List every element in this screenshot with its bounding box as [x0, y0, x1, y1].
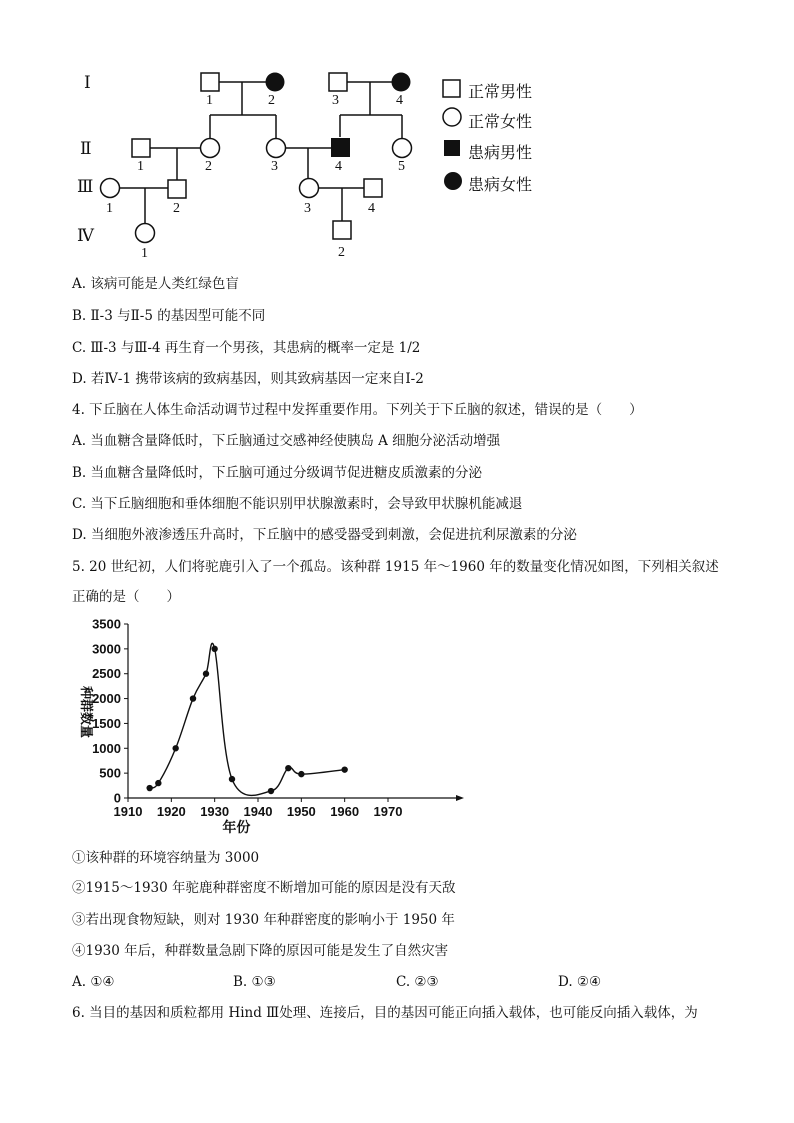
legend-affected-female-symbol [444, 172, 462, 190]
legend-normal-male-symbol [443, 80, 460, 97]
num-III-4: 4 [368, 201, 375, 216]
q5-statement-1: ①该种群的环境容纳量为 3000 [72, 850, 260, 866]
data-point [146, 785, 152, 791]
num-II-5: 5 [398, 159, 405, 174]
q5-option-c: C. ②③ [396, 974, 439, 990]
num-III-1: 1 [106, 201, 113, 216]
num-II-4: 4 [335, 159, 342, 174]
q5-option-a: A. ①④ [72, 974, 115, 990]
num-II-3: 3 [271, 159, 278, 174]
num-I-3: 3 [332, 93, 339, 108]
data-point [285, 765, 291, 771]
q5-option-d: D. ②④ [558, 974, 602, 990]
q4-option-c: C. 当下丘脑细胞和垂体细胞不能识别甲状腺激素时，会导致甲状腺机能减退 [72, 496, 523, 512]
II-1-normal-male [132, 139, 150, 157]
y-tick-label: 3500 [92, 616, 121, 632]
III-1-normal-female [101, 179, 120, 198]
q5-stem-line2: 正确的是（ ） [72, 589, 180, 605]
y-axis-label: 种群数量 [79, 685, 94, 739]
y-tick-label: 0 [113, 790, 121, 806]
data-point [211, 646, 217, 652]
q4-option-d: D. 当细胞外液渗透压升高时，下丘脑中的感受器受到刺激，会促进抗利尿激素的分泌 [72, 527, 577, 543]
x-tick-label: 1920 [156, 804, 186, 819]
q4-option-a: A. 当血糖含量降低时，下丘脑通过交感神经使胰岛 A 细胞分泌活动增强 [72, 433, 501, 449]
data-point [229, 776, 235, 782]
x-tick-label: 1960 [330, 804, 360, 819]
gen-label-III: Ⅲ [77, 177, 94, 196]
x-tick-label: 1910 [113, 804, 143, 819]
q3-option-b: B. Ⅱ-3 与Ⅱ-5 的基因型可能不同 [72, 308, 266, 324]
legend-label-normal-male: 正常男性 [468, 82, 533, 101]
x-tick-label: 1950 [286, 804, 316, 819]
data-point [268, 788, 274, 794]
num-II-1: 1 [137, 159, 144, 174]
pedigree-diagram [0, 0, 794, 270]
q5-statement-3: ③若出现食物短缺，则对 1930 年种群密度的影响小于 1950 年 [72, 912, 455, 928]
q3-option-c: C. Ⅲ-3 与Ⅲ-4 再生育一个男孩，其患病的概率一定是 1/2 [72, 340, 421, 356]
num-I-4: 4 [396, 93, 403, 108]
data-point [190, 695, 196, 701]
x-axis-label: 年份 [222, 819, 251, 835]
legend-label-normal-female: 正常女性 [468, 112, 533, 131]
III-4-normal-male [364, 179, 382, 197]
gen-label-I: Ⅰ [84, 73, 91, 92]
gen-label-II: Ⅱ [80, 139, 92, 158]
q3-option-a: A. 该病可能是人类红绿色盲 [72, 276, 239, 292]
x-tick-label: 1970 [373, 804, 403, 819]
population-series-line [150, 643, 345, 795]
q5-statement-2: ②1915～1930 年驼鹿种群密度不断增加可能的原因是没有天敌 [72, 880, 456, 896]
num-I-2: 2 [268, 93, 275, 108]
data-point [155, 780, 161, 786]
III-3-normal-female [300, 179, 319, 198]
IV-1-normal-female [136, 224, 155, 243]
I-3-normal-male [329, 73, 347, 91]
x-tick-label: 1930 [200, 804, 230, 819]
y-tick-label: 500 [99, 765, 121, 781]
y-tick-label: 2000 [92, 691, 121, 707]
y-tick-label: 1000 [92, 740, 121, 756]
q5-statement-4: ④1930 年后，种群数量急剧下降的原因可能是发生了自然灾害 [72, 943, 449, 959]
num-II-2: 2 [205, 159, 212, 174]
legend-normal-female-symbol [443, 108, 461, 126]
q4-option-b: B. 当血糖含量降低时，下丘脑可通过分级调节促进糖皮质激素的分泌 [72, 465, 483, 481]
q5-option-b: B. ①③ [233, 974, 276, 990]
data-point [203, 671, 209, 677]
data-point [341, 766, 347, 772]
num-I-1: 1 [206, 93, 213, 108]
II-5-normal-female [393, 139, 412, 158]
y-tick-label: 1500 [92, 715, 121, 731]
legend-label-affected-male: 患病男性 [468, 143, 533, 162]
legend-label-affected-female: 患病女性 [468, 175, 533, 194]
I-1-normal-male [201, 73, 219, 91]
I-2-affected-female [266, 73, 285, 92]
x-tick-label: 1940 [243, 804, 273, 819]
III-2-normal-male [168, 180, 186, 198]
legend-affected-male-symbol [444, 140, 460, 156]
IV-2-normal-male [333, 221, 351, 239]
I-4-affected-female [392, 73, 411, 92]
q4-stem: 4. 下丘脑在人体生命活动调节过程中发挥重要作用。下列关于下丘脑的叙述，错误的是（ ） [72, 402, 643, 418]
y-tick-label: 3000 [92, 641, 121, 657]
num-III-3: 3 [304, 201, 311, 216]
num-IV-2: 2 [338, 245, 345, 260]
q6-stem: 6. 当目的基因和质粒都用 Hind Ⅲ处理、连接后，目的基因可能正向插入载体，也可能反向插入载体，为 [72, 1005, 698, 1021]
II-4-affected-male [331, 138, 350, 157]
II-2-normal-female [201, 139, 220, 158]
x-axis-arrow [456, 795, 464, 801]
population-line-chart [60, 612, 480, 842]
q3-option-d: D. 若Ⅳ-1 携带该病的致病基因，则其致病基因一定来自Ⅰ-2 [72, 371, 424, 387]
data-point [298, 771, 304, 777]
gen-label-IV: Ⅳ [77, 226, 94, 245]
data-point [172, 745, 178, 751]
y-tick-label: 2500 [92, 666, 121, 682]
num-III-2: 2 [173, 201, 180, 216]
q5-stem-line1: 5. 20 世纪初，人们将驼鹿引入了一个孤岛。该种群 1915 年～1960 年的数量变化情况如图，下列相关叙述 [72, 559, 719, 575]
II-3-normal-female [267, 139, 286, 158]
num-IV-1: 1 [141, 246, 148, 261]
